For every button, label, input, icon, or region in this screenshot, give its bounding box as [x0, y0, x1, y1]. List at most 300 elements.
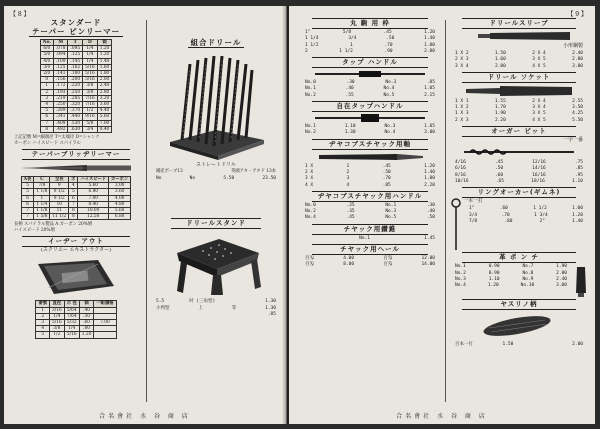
column-divider [146, 20, 147, 402]
table-cell: 10.00 [78, 208, 109, 214]
table-cell: 9/16 [83, 114, 98, 120]
list-cell: 2.00 [572, 342, 583, 348]
table-cell: 1 5/8 [34, 214, 50, 220]
list-cell: .25 [346, 202, 355, 208]
list-item [299, 130, 441, 136]
table-cell: 1 [40, 83, 53, 89]
taper-reamer-table [21, 176, 131, 220]
table-cell: 8 [69, 208, 78, 214]
chuck-drill-prices [299, 236, 441, 242]
list-cell: 2" [539, 218, 545, 224]
list-cell: No.2 [305, 92, 316, 98]
list-cell: 3.00 [572, 63, 583, 69]
ring-auger-title: リングオーカー(ギムネ) [462, 187, 577, 198]
table-cell: 5/0 [40, 52, 53, 58]
right-page-column-2 [449, 18, 589, 406]
list-cell: 1.65 [424, 124, 435, 130]
list-cell: 4 X [305, 182, 314, 188]
table-row [21, 214, 130, 220]
drill-sleeve-title: ドリールスリーブ [462, 18, 577, 29]
list-cell: 1.30 [265, 305, 276, 311]
list-cell: 1.80 [424, 176, 435, 182]
list-cell: 12/16 [532, 160, 546, 166]
table-cell: .145 [68, 58, 83, 64]
column-header: No. [40, 40, 53, 46]
auger-bit-subtitle: 一字一番 [562, 137, 583, 144]
list-cell: 1.10 [344, 124, 356, 130]
list-cell: 小判型 [156, 305, 170, 311]
list-cell: .65 [495, 178, 504, 184]
chuck-handle2-prices [299, 256, 441, 269]
list-cell: No.5 [383, 92, 395, 98]
list-cell: 1 1/2 [305, 42, 319, 48]
table-row [40, 126, 112, 132]
list-cell: 4.00 [343, 256, 355, 262]
table-cell: .180 [68, 71, 83, 77]
list-cell: 百本一打 [455, 342, 473, 348]
file-handle-prices [449, 342, 589, 348]
table-cell: 9 1/2 [50, 189, 69, 195]
column-divider [445, 20, 446, 402]
drill-stand-title: ドリールスタンド [171, 218, 261, 229]
table-cell: 4/0 [40, 58, 53, 64]
table-cell: 2.80 [97, 89, 112, 95]
list-item [299, 93, 441, 99]
list-cell: .75 [574, 160, 583, 166]
list-item [449, 179, 589, 185]
table-cell: 3/8 [83, 83, 98, 89]
column-header: カーボン [109, 177, 131, 183]
list-cell: .35 [346, 209, 355, 215]
list-cell: 1 1/2 [339, 48, 353, 54]
list-item [299, 49, 441, 55]
drill-sleeve-label: 小形鋼製 [562, 43, 583, 49]
ring-auger-illustration [449, 198, 463, 252]
page-number: 【 8 】 [10, 11, 30, 18]
table-cell: 3.60 [109, 189, 131, 195]
list-cell: 1.45 [424, 235, 435, 241]
table-cell: 3.00 [109, 183, 131, 189]
list-cell: .90 [384, 48, 393, 54]
table-cell: 1/4 [64, 326, 79, 332]
list-cell: 3.50 [572, 105, 583, 111]
column-header: T [68, 40, 83, 46]
table-cell: 7.00 [78, 195, 109, 201]
table-cell: 5.60 [109, 208, 131, 214]
list-cell: 10/16 [455, 178, 469, 184]
table-cell: .285 [68, 95, 83, 101]
table-cell: 5/16 [83, 71, 98, 77]
list-cell: No.4 [383, 86, 395, 92]
table-cell: .156 [53, 77, 68, 83]
page-number: 【 9 】 [567, 11, 587, 18]
list-cell: 2.80 [572, 57, 583, 63]
table-cell: 1.20 [97, 52, 112, 58]
left-page-footer: 合名會社 水 谷 商 店 [99, 413, 191, 420]
list-cell: 2.00 [494, 63, 506, 69]
list-cell: 1.40 [424, 36, 435, 42]
table-cell: .141 [53, 71, 68, 77]
list-cell: 1.50 [502, 342, 514, 348]
taper-reamer-note-1: 長柄 スパイラル製品 A カーボン 20%増 [14, 222, 93, 228]
table-cell: 7.00 [94, 320, 116, 326]
list-cell: 6/16 [455, 166, 466, 172]
table-cell: .370 [68, 108, 83, 114]
list-cell: 2.00 [556, 270, 567, 276]
table-cell: 7 [21, 214, 34, 220]
table-cell: 1/4 [83, 58, 98, 64]
list-cell: 2.20 [494, 117, 506, 123]
table-cell: 7/16 [83, 102, 98, 108]
table-cell: .320 [68, 102, 83, 108]
list-cell: 4.25 [572, 111, 583, 117]
list-cell: 3/4 [469, 212, 478, 218]
list-cell: 4/16 [455, 160, 466, 166]
list-cell: 7/8 [469, 218, 478, 224]
list-cell: 1 1/4 [305, 36, 319, 42]
column-header: ボ [69, 177, 78, 183]
table-cell: .409 [53, 120, 68, 126]
auto-tap-handle-title: 自在タップハンドル [312, 101, 428, 112]
table-cell: 3.20 [97, 95, 112, 101]
chuck-handle2-title: チヤック用ヘール [312, 244, 428, 255]
list-cell: .85 [574, 166, 583, 172]
list-cell: 1.20 [424, 30, 435, 35]
list-cell: 1 [350, 42, 353, 48]
list-cell: 0.90 [488, 270, 500, 276]
auto-tap-handle-illustration [311, 114, 429, 122]
list-cell: No.3 [455, 276, 466, 282]
table-cell: .172 [53, 83, 68, 89]
list-cell: 0.90 [488, 264, 500, 270]
list-cell: 1.20 [487, 283, 499, 289]
table-cell: 1.20 [79, 332, 94, 338]
column-header: 一組價格 [94, 301, 116, 307]
table-cell: 1/4 [83, 46, 98, 52]
table-cell: .219 [53, 95, 68, 101]
taper-reamer-note-2: ハイスピード 20%増 [14, 228, 55, 234]
table-cell: 5/16 [50, 320, 65, 326]
table-cell: 8.40 [78, 201, 109, 207]
list-cell: 1.90 [494, 111, 506, 117]
table-cell: .078 [53, 46, 68, 52]
list-cell: 1.60 [494, 57, 506, 63]
list-cell: 1.70 [494, 105, 506, 111]
list-item [449, 342, 589, 348]
screw-extractor-title: イーヂー アウト [22, 236, 130, 247]
file-handle-illustration [469, 312, 569, 340]
table-cell: 5/16 [83, 77, 98, 83]
list-cell: No.7 [522, 264, 534, 270]
drill-set-label-domestic: 國産ボーブ13 [156, 169, 183, 174]
list-cell: .45 [382, 163, 391, 169]
list-cell: 1.10 [572, 178, 583, 184]
table-cell: 6.80 [78, 189, 109, 195]
list-cell: 3.00 [556, 283, 567, 289]
table-cell: 6 [21, 195, 34, 201]
standard-reamer-note-1: 上記記號 M=細端径 T=太端径 D=シャンク [14, 135, 100, 141]
list-cell: No.1 [305, 124, 316, 130]
left-page-column-2 [150, 18, 282, 406]
table-cell: 1 1/8 [34, 189, 50, 195]
table-cell: .193 [53, 89, 68, 95]
list-cell: 4 X 5 [532, 117, 546, 123]
left-page-column-1 [10, 18, 142, 406]
table-cell: 2 [40, 89, 53, 95]
list-cell: 上 [198, 305, 203, 311]
round-die-title: 丸 駒 用 枠 [312, 18, 428, 29]
list-cell: 2.20 [424, 182, 435, 188]
table-cell: 2 [36, 313, 50, 319]
table-cell: 6 [21, 201, 34, 207]
table-cell: 3/8 [50, 326, 65, 332]
table-cell: 11 1/2 [50, 214, 69, 220]
list-cell: .70 [501, 212, 510, 218]
table-cell: 8 [69, 214, 78, 220]
list-cell: 3 X 5 [532, 111, 546, 117]
table-cell: .341 [53, 114, 68, 120]
table-cell: 5/32 [64, 320, 79, 326]
table-cell: 1 [36, 307, 50, 313]
list-cell: No.2 [305, 209, 316, 215]
table-cell: 5 [21, 189, 34, 195]
list-cell: 3 [346, 176, 350, 182]
table-cell: 10 [50, 201, 69, 207]
table-cell: 1/2 [50, 332, 65, 338]
table-cell: 7/16 [83, 95, 98, 101]
table-cell: 7 [21, 208, 34, 214]
auger-bit-illustration [460, 146, 578, 158]
table-cell: .530 [68, 120, 83, 126]
table-cell: 6 [40, 114, 53, 120]
list-cell: .50 [386, 36, 395, 42]
auger-bit-title: オーガー ビット [462, 126, 577, 137]
table-cell: 1.80 [97, 71, 112, 77]
list-cell: 1.30 [265, 299, 276, 305]
table-cell: 4.00 [109, 195, 131, 201]
table-cell: 3/4 [83, 126, 98, 132]
column-header: 全長 [50, 177, 69, 183]
column-header: 価 [79, 301, 94, 307]
list-cell: 1" [469, 206, 475, 212]
list-cell: 3 X [305, 176, 314, 182]
list-cell: 2 X 3 [455, 117, 469, 123]
table-cell: 4 [69, 183, 78, 189]
list-cell: No.5 [385, 215, 397, 221]
list-cell: .55 [345, 92, 354, 98]
list-cell: .85 [267, 311, 276, 317]
list-cell: .45 [346, 215, 355, 221]
tap-handle-prices [299, 80, 441, 99]
standard-reamer-note-2: カーボン ハイスピード スパイラル [14, 141, 81, 147]
list-item: No No 5.50 23.50 [156, 176, 276, 181]
screw-extractor-subtitle: (スクリユー エキストラクター) [40, 247, 112, 254]
ring-auger-subtitle: 一本一打 [463, 198, 484, 205]
list-cell: 2 X [305, 169, 314, 175]
auger-bit-prices [449, 160, 589, 185]
drill-stand-prices [150, 299, 282, 318]
list-cell: 1 [346, 163, 350, 169]
auto-tap-handle-prices [299, 124, 441, 137]
list-cell: No.4 [305, 215, 316, 221]
list-item [299, 262, 441, 268]
drill-set-title: 組合ドリール [188, 38, 245, 48]
table-cell: 7/64 [64, 313, 79, 319]
table-cell: 0 [40, 77, 53, 83]
table-cell [94, 332, 116, 338]
column-header: D [83, 40, 98, 46]
table-row [36, 332, 116, 338]
table-cell: .200 [68, 77, 83, 83]
table-cell: 9 [50, 183, 69, 189]
list-cell: 3/4 [348, 36, 357, 42]
list-cell: No.1 [385, 202, 397, 208]
list-cell: 1.50 [494, 51, 506, 56]
taper-reamer-illustration [17, 162, 135, 174]
table-cell: 7.00 [97, 120, 112, 126]
list-cell: 18/16 [531, 178, 545, 184]
table-cell: 1.20 [97, 46, 112, 52]
list-cell: No.3 [384, 124, 396, 130]
column-header: A長 [21, 177, 34, 183]
table-cell: .40 [79, 307, 94, 313]
right-page-footer: 合名會社 水 谷 商 店 [396, 413, 488, 420]
column-header: 直徑 [50, 301, 65, 307]
screw-extractor-table [35, 300, 116, 338]
list-cell: 5.5 [156, 299, 165, 305]
table-cell: 4.80 [109, 201, 131, 207]
list-cell: 1.05 [424, 86, 435, 92]
list-cell: 1.40 [424, 169, 435, 175]
table-cell: .125 [53, 64, 68, 70]
screw-extractor-box-illustration [34, 256, 118, 298]
table-cell: .289 [53, 108, 68, 114]
list-cell: 2.40 [556, 276, 567, 282]
list-cell: .30 [426, 202, 435, 208]
table-cell: 5/64 [64, 307, 79, 313]
standard-reamer-subtitle: テーパー ピンリーマー [29, 27, 123, 37]
list-cell: .60 [499, 206, 508, 212]
table-cell: 4.40 [97, 108, 112, 114]
table-cell: 5/16 [83, 64, 98, 70]
table-cell: .80 [79, 326, 94, 332]
table-cell: 5.60 [97, 114, 112, 120]
table-cell: 2.00 [97, 77, 112, 83]
list-cell: 百匁 [305, 256, 314, 262]
list-cell: 1.40 [572, 218, 583, 224]
table-cell: .220 [68, 83, 83, 89]
list-cell: 5/8 [342, 30, 352, 35]
list-item [449, 118, 589, 124]
table-cell: 5 [40, 108, 53, 114]
list-cell: 1 X 2 [455, 51, 469, 56]
table-cell: 12.50 [78, 214, 109, 220]
table-cell: 1.60 [97, 64, 112, 70]
list-cell: 2 X 3 [455, 57, 469, 63]
table-cell: 8 [40, 126, 53, 132]
list-cell: 16/16 [532, 172, 546, 178]
table-cell: .094 [53, 52, 68, 58]
ring-auger-prices [463, 206, 589, 225]
drill-set-labels [150, 169, 282, 175]
column-header: ボ 徑 [64, 301, 79, 307]
list-cell: 百匁 [383, 256, 393, 262]
list-cell: 1.10 [488, 276, 500, 282]
drill-socket-title: ドリール ソケット [462, 72, 577, 83]
list-cell: .50 [494, 166, 504, 172]
column-header: 価 [97, 40, 112, 46]
table-cell: 6/0 [40, 46, 53, 52]
list-cell: 12.00 [421, 256, 435, 262]
list-item [449, 283, 573, 289]
list-cell: 1" [305, 30, 311, 35]
right-page-column-1 [299, 18, 441, 406]
list-cell: 1.90 [556, 264, 567, 270]
list-item [299, 215, 441, 221]
table-cell: .50 [79, 313, 94, 319]
list-cell: 3 X 5 [532, 57, 546, 63]
table-cell: 1.40 [97, 58, 112, 64]
table-cell: 11 [50, 208, 69, 214]
left-page [4, 6, 287, 424]
list-cell: No.0 [305, 80, 316, 86]
table-cell: 9 1/2 [50, 195, 69, 201]
list-cell: 百匁 [305, 262, 314, 268]
list-cell: 2 [346, 169, 350, 175]
table-cell: 5/8 [83, 120, 98, 126]
list-cell: .70 [382, 176, 391, 182]
drill-stand-illustration [167, 231, 265, 297]
table-cell: .60 [79, 320, 94, 326]
drill-set-prices [150, 176, 282, 182]
list-cell: 吋 (三角型) [189, 299, 216, 305]
list-cell: 2.15 [424, 92, 435, 98]
table-cell: 5 [69, 189, 78, 195]
list-cell: 1 X 1 [455, 98, 469, 104]
drill-socket-illustration [460, 85, 578, 97]
right-page [289, 6, 595, 424]
drill-sleeve-prices [449, 51, 589, 70]
chuck-arbor-title: ヂヤコブスチヤック用軸 [312, 139, 428, 150]
table-cell: .630 [68, 126, 83, 132]
table-cell: 2/0 [40, 71, 53, 77]
table-cell: 5.60 [78, 183, 109, 189]
table-cell: .162 [68, 64, 83, 70]
list-cell: 1.55 [494, 98, 506, 104]
list-cell: No.10 [520, 283, 535, 289]
list-cell: No.2 [455, 270, 466, 276]
table-cell: .095 [68, 46, 83, 52]
tap-handle-illustration [311, 70, 429, 78]
list-cell: 1 X 3 [455, 111, 469, 117]
list-cell: 4 [346, 182, 350, 188]
list-cell: 百匁 [383, 262, 393, 268]
table-cell: .125 [68, 52, 83, 58]
list-cell: .80 [504, 218, 513, 224]
list-cell: No.2 [305, 130, 316, 136]
list-cell: 等 [231, 305, 237, 311]
list-cell: .85 [382, 182, 391, 188]
list-cell: No.1 [305, 86, 316, 92]
list-cell: .45 [383, 30, 392, 35]
table-cell: 7/8 [34, 183, 50, 189]
list-cell: 1 X [305, 163, 314, 169]
drill-sleeve-illustration [460, 31, 578, 41]
list-cell: 5.50 [572, 117, 583, 123]
standard-reamer-title: スタンダード [50, 18, 102, 27]
list-cell: 1.30 [344, 130, 356, 136]
table-cell: .492 [53, 126, 68, 132]
